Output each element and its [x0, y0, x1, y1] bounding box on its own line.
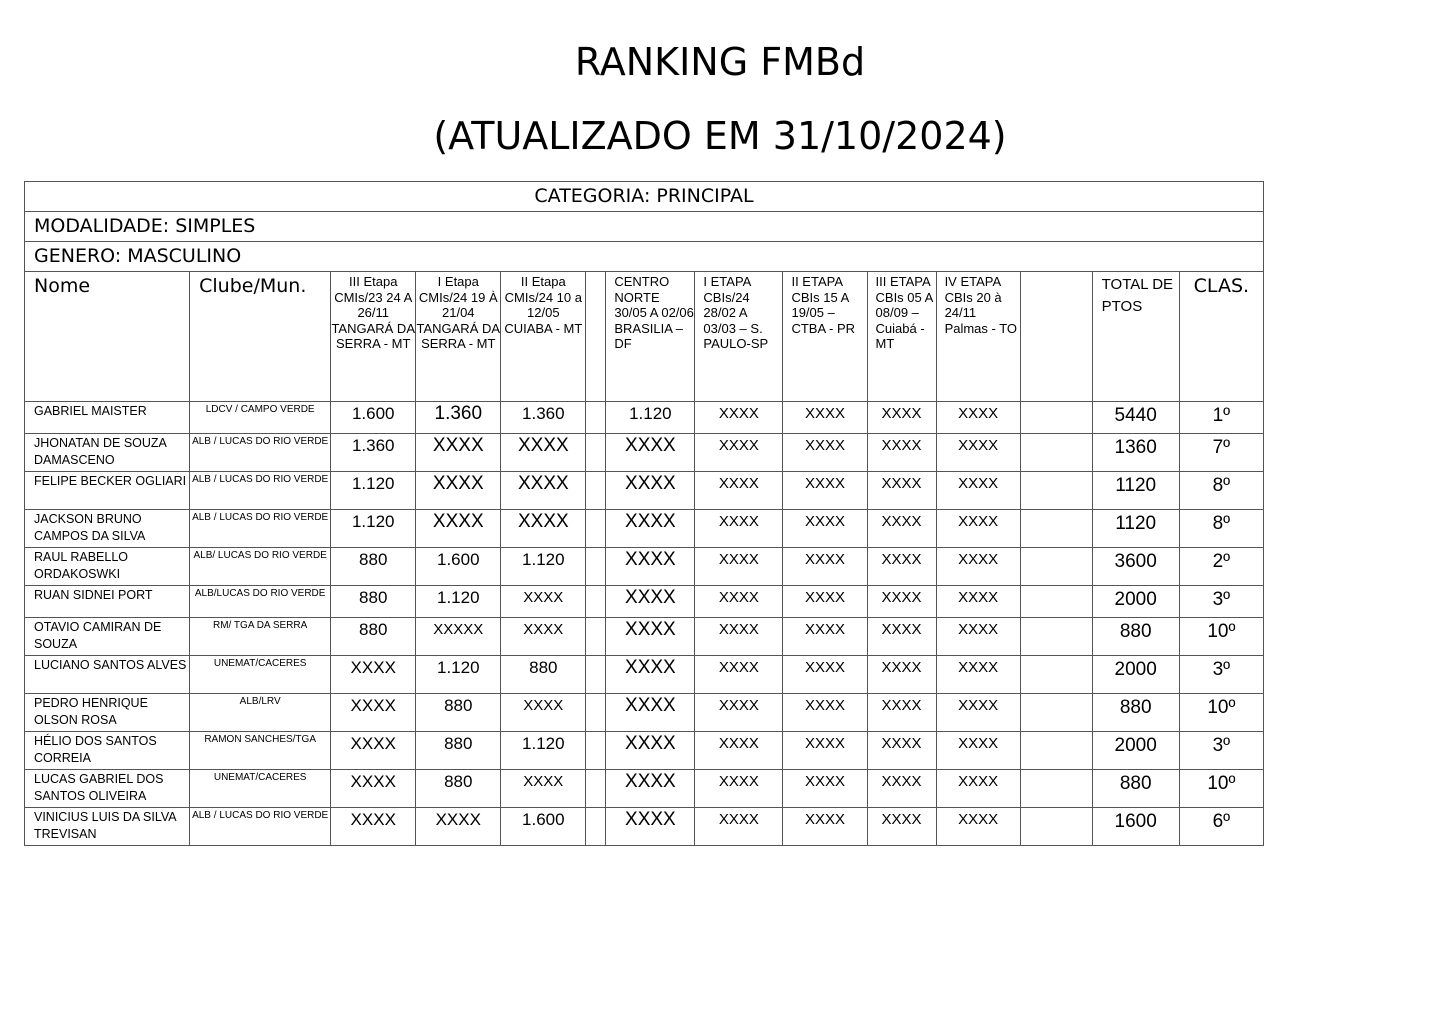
stage-points: XXXX [606, 808, 695, 846]
stage-points: XXXX [606, 586, 695, 618]
categoria-label: CATEGORIA: PRINCIPAL [25, 182, 1264, 212]
stage-points: XXXX [936, 586, 1020, 618]
athlete-club: RM/ TGA DA SERRA [190, 618, 331, 656]
stage-points: XXXX [936, 770, 1020, 808]
classification: 8º [1179, 510, 1263, 548]
stage-points [1020, 694, 1092, 732]
athlete-club: RAMON SANCHES/TGA [190, 732, 331, 770]
stage-points: XXXX [606, 770, 695, 808]
stage-points: XXXX [867, 548, 936, 586]
stage-points: XXXX [606, 510, 695, 548]
stage-points: XXXX [695, 434, 783, 472]
classification: 7º [1179, 434, 1263, 472]
total-points: 880 [1092, 618, 1179, 656]
stage-points: 880 [416, 732, 501, 770]
stage-points [586, 732, 606, 770]
total-points: 2000 [1092, 732, 1179, 770]
total-points: 880 [1092, 694, 1179, 732]
stage-points: XXXX [867, 808, 936, 846]
stage-points: XXXX [695, 732, 783, 770]
stage-points [586, 808, 606, 846]
stage-points: XXXX [501, 618, 586, 656]
classification: 3º [1179, 732, 1263, 770]
stage-points [586, 586, 606, 618]
stage-points: XXXX [695, 694, 783, 732]
stage-points [586, 694, 606, 732]
stage-points: XXXX [606, 434, 695, 472]
header-clube: Clube/Mun. [190, 272, 331, 402]
stage-points: XXXX [606, 732, 695, 770]
classification: 1º [1179, 402, 1263, 434]
stage-points: 1.120 [501, 732, 586, 770]
stage-points: 880 [416, 694, 501, 732]
modalidade-label: MODALIDADE: SIMPLES [25, 212, 1264, 242]
athlete-club: ALB/LUCAS DO RIO VERDE [190, 586, 331, 618]
table-row [25, 434, 1264, 472]
athlete-club: ALB / LUCAS DO RIO VERDE [190, 472, 331, 510]
stage-points: 880 [501, 656, 586, 694]
stage-points: XXXX [936, 472, 1020, 510]
stage-points [586, 402, 606, 434]
header-etapa-6: II ETAPA CBIs 15 A 19/05 – CTBA - PR [783, 272, 867, 402]
stage-points: XXXX [867, 510, 936, 548]
header-nome: Nome [25, 272, 190, 402]
classification: 8º [1179, 472, 1263, 510]
stage-points: 1.120 [416, 586, 501, 618]
total-points: 5440 [1092, 402, 1179, 434]
stage-points [1020, 808, 1092, 846]
classification: 10º [1179, 770, 1263, 808]
stage-points: XXXX [331, 808, 416, 846]
classification: 10º [1179, 618, 1263, 656]
table-row [25, 586, 1264, 618]
stage-points: XXXX [783, 808, 867, 846]
header-blank-2 [1020, 272, 1092, 402]
athlete-name: PEDRO HENRIQUE OLSON ROSA [25, 694, 190, 732]
athlete-club: UNEMAT/CACERES [190, 656, 331, 694]
athlete-name: LUCAS GABRIEL DOS SANTOS OLIVEIRA [25, 770, 190, 808]
table-row [25, 732, 1264, 770]
stage-points: XXXX [936, 618, 1020, 656]
stage-points: XXXX [606, 472, 695, 510]
athlete-club: ALB / LUCAS DO RIO VERDE [190, 434, 331, 472]
athlete-name: RUAN SIDNEI PORT [25, 586, 190, 618]
table-row [25, 808, 1264, 846]
header-total: TOTAL DE PTOS [1092, 272, 1179, 402]
total-points: 1120 [1092, 472, 1179, 510]
header-etapa-7: III ETAPA CBIs 05 A 08/09 – Cuiabá -MT [867, 272, 936, 402]
stage-points: XXXX [501, 586, 586, 618]
total-points: 1600 [1092, 808, 1179, 846]
table-row [25, 694, 1264, 732]
stage-points [1020, 586, 1092, 618]
stage-points: XXXX [936, 808, 1020, 846]
stage-points: XXXX [695, 586, 783, 618]
stage-points: XXXX [695, 472, 783, 510]
athlete-club: UNEMAT/CACERES [190, 770, 331, 808]
stage-points: XXXX [416, 472, 501, 510]
stage-points: XXXX [936, 548, 1020, 586]
athlete-club: LDCV / CAMPO VERDE [190, 402, 331, 434]
stage-points: XXXX [783, 732, 867, 770]
header-etapa-4: CENTRO NORTE 30/05 A 02/06 BRASILIA – DF [606, 272, 695, 402]
athlete-name: JACKSON BRUNO CAMPOS DA SILVA [25, 510, 190, 548]
classification: 3º [1179, 656, 1263, 694]
table-row [25, 618, 1264, 656]
athlete-name: HÉLIO DOS SANTOS CORREIA [25, 732, 190, 770]
stage-points: XXXX [867, 732, 936, 770]
stage-points: XXXX [936, 732, 1020, 770]
stage-points: XXXX [416, 434, 501, 472]
stage-points [586, 770, 606, 808]
page-subtitle: (ATUALIZADO EM 31/10/2024) [433, 114, 1007, 158]
header-clas: CLAS. [1179, 272, 1263, 402]
stage-points: 1.120 [416, 656, 501, 694]
stage-points [1020, 548, 1092, 586]
athlete-club: ALB/LRV [190, 694, 331, 732]
stage-points: XXXX [695, 402, 783, 434]
stage-points [1020, 402, 1092, 434]
stage-points: XXXX [783, 548, 867, 586]
stage-points [1020, 434, 1092, 472]
table-row [25, 402, 1264, 434]
athlete-club: ALB / LUCAS DO RIO VERDE [190, 510, 331, 548]
header-etapa-8: IV ETAPA CBIs 20 à 24/11 Palmas - TO [936, 272, 1020, 402]
total-points: 1120 [1092, 510, 1179, 548]
stage-points: XXXX [867, 434, 936, 472]
stage-points: XXXX [867, 472, 936, 510]
total-points: 880 [1092, 770, 1179, 808]
stage-points: XXXX [606, 618, 695, 656]
stage-points: XXXX [606, 694, 695, 732]
header-etapa-5: I ETAPA CBIs/24 28/02 A 03/03 – S. PAULO-SP [695, 272, 783, 402]
stage-points [586, 434, 606, 472]
total-points: 3600 [1092, 548, 1179, 586]
stage-points: XXXX [867, 402, 936, 434]
stage-points: 1.360 [501, 402, 586, 434]
stage-points: XXXX [695, 808, 783, 846]
stage-points: XXXX [606, 548, 695, 586]
stage-points: XXXXX [416, 618, 501, 656]
stage-points [1020, 656, 1092, 694]
stage-points: XXXX [783, 618, 867, 656]
athlete-name: GABRIEL MAISTER [25, 402, 190, 434]
total-points: 2000 [1092, 586, 1179, 618]
stage-points [586, 510, 606, 548]
stage-points: XXXX [783, 510, 867, 548]
stage-points: XXXX [783, 434, 867, 472]
stage-points: XXXX [936, 434, 1020, 472]
stage-points: XXXX [695, 618, 783, 656]
classification: 10º [1179, 694, 1263, 732]
athlete-name: RAUL RABELLO ORDAKOSWKI [25, 548, 190, 586]
classification: 2º [1179, 548, 1263, 586]
stage-points: 1.120 [331, 472, 416, 510]
total-points: 2000 [1092, 656, 1179, 694]
stage-points: XXXX [695, 510, 783, 548]
stage-points: 1.600 [416, 548, 501, 586]
stage-points: XXXX [695, 770, 783, 808]
stage-points: 880 [331, 548, 416, 586]
stage-points [1020, 618, 1092, 656]
table-row [25, 472, 1264, 510]
header-etapa-3: II Etapa CMIs/24 10 a 12/05 CUIABA - MT [501, 272, 586, 402]
athlete-name: VINICIUS LUIS DA SILVA TREVISAN [25, 808, 190, 846]
stage-points: 1.360 [416, 402, 501, 434]
classification: 6º [1179, 808, 1263, 846]
stage-points [586, 472, 606, 510]
header-blank-1 [586, 272, 606, 402]
stage-points: XXXX [606, 656, 695, 694]
stage-points: XXXX [867, 770, 936, 808]
stage-points: XXXX [783, 656, 867, 694]
stage-points: XXXX [783, 694, 867, 732]
stage-points: XXXX [936, 656, 1020, 694]
total-points: 1360 [1092, 434, 1179, 472]
stage-points [1020, 510, 1092, 548]
stage-points: XXXX [416, 808, 501, 846]
stage-points: XXXX [501, 694, 586, 732]
table-row [25, 510, 1264, 548]
athlete-name: JHONATAN DE SOUZA DAMASCENO [25, 434, 190, 472]
stage-points [586, 618, 606, 656]
stage-points [1020, 732, 1092, 770]
stage-points: XXXX [867, 586, 936, 618]
stage-points: 1.360 [331, 434, 416, 472]
table-row [25, 548, 1264, 586]
stage-points: XXXX [501, 434, 586, 472]
athlete-club: ALB/ LUCAS DO RIO VERDE [190, 548, 331, 586]
stage-points [586, 656, 606, 694]
stage-points: XXXX [695, 656, 783, 694]
stage-points: XXXX [501, 770, 586, 808]
stage-points: 1.120 [331, 510, 416, 548]
stage-points [1020, 770, 1092, 808]
stage-points [586, 548, 606, 586]
stage-points: XXXX [936, 402, 1020, 434]
page-title: RANKING FMBd [574, 40, 866, 84]
stage-points: XXXX [783, 402, 867, 434]
table-header-row [25, 272, 1264, 402]
athlete-club: ALB / LUCAS DO RIO VERDE [190, 808, 331, 846]
stage-points: XXXX [416, 510, 501, 548]
stage-points: 1.600 [501, 808, 586, 846]
stage-points: XXXX [783, 472, 867, 510]
stage-points: XXXX [331, 694, 416, 732]
stage-points: XXXX [867, 694, 936, 732]
stage-points: XXXX [331, 770, 416, 808]
stage-points: XXXX [867, 656, 936, 694]
stage-points: XXXX [501, 510, 586, 548]
stage-points: XXXX [783, 770, 867, 808]
stage-points: XXXX [501, 472, 586, 510]
stage-points: XXXX [331, 656, 416, 694]
header-etapa-1: III Etapa CMIs/23 24 A 26/11 TANGARÁ DA SERRA - MT [331, 272, 416, 402]
table-row [25, 656, 1264, 694]
stage-points: XXXX [783, 586, 867, 618]
genero-label: GENERO: MASCULINO [25, 242, 1264, 272]
stage-points: 880 [416, 770, 501, 808]
stage-points: 1.120 [606, 402, 695, 434]
stage-points: 880 [331, 618, 416, 656]
stage-points: XXXX [695, 548, 783, 586]
header-etapa-2: I Etapa CMIs/24 19 À 21/04 TANGARÁ DA SERRA - MT [416, 272, 501, 402]
stage-points: XXXX [867, 618, 936, 656]
stage-points: XXXX [936, 510, 1020, 548]
stage-points: XXXX [936, 694, 1020, 732]
stage-points: 1.600 [331, 402, 416, 434]
ranking-table [24, 181, 1264, 846]
athlete-name: LUCIANO SANTOS ALVES [25, 656, 190, 694]
classification: 3º [1179, 586, 1263, 618]
athlete-name: OTAVIO CAMIRAN DE SOUZA [25, 618, 190, 656]
table-row [25, 770, 1264, 808]
athlete-name: FELIPE BECKER OGLIARI [25, 472, 190, 510]
stage-points: 1.120 [501, 548, 586, 586]
stage-points: 880 [331, 586, 416, 618]
stage-points: XXXX [331, 732, 416, 770]
stage-points [1020, 472, 1092, 510]
